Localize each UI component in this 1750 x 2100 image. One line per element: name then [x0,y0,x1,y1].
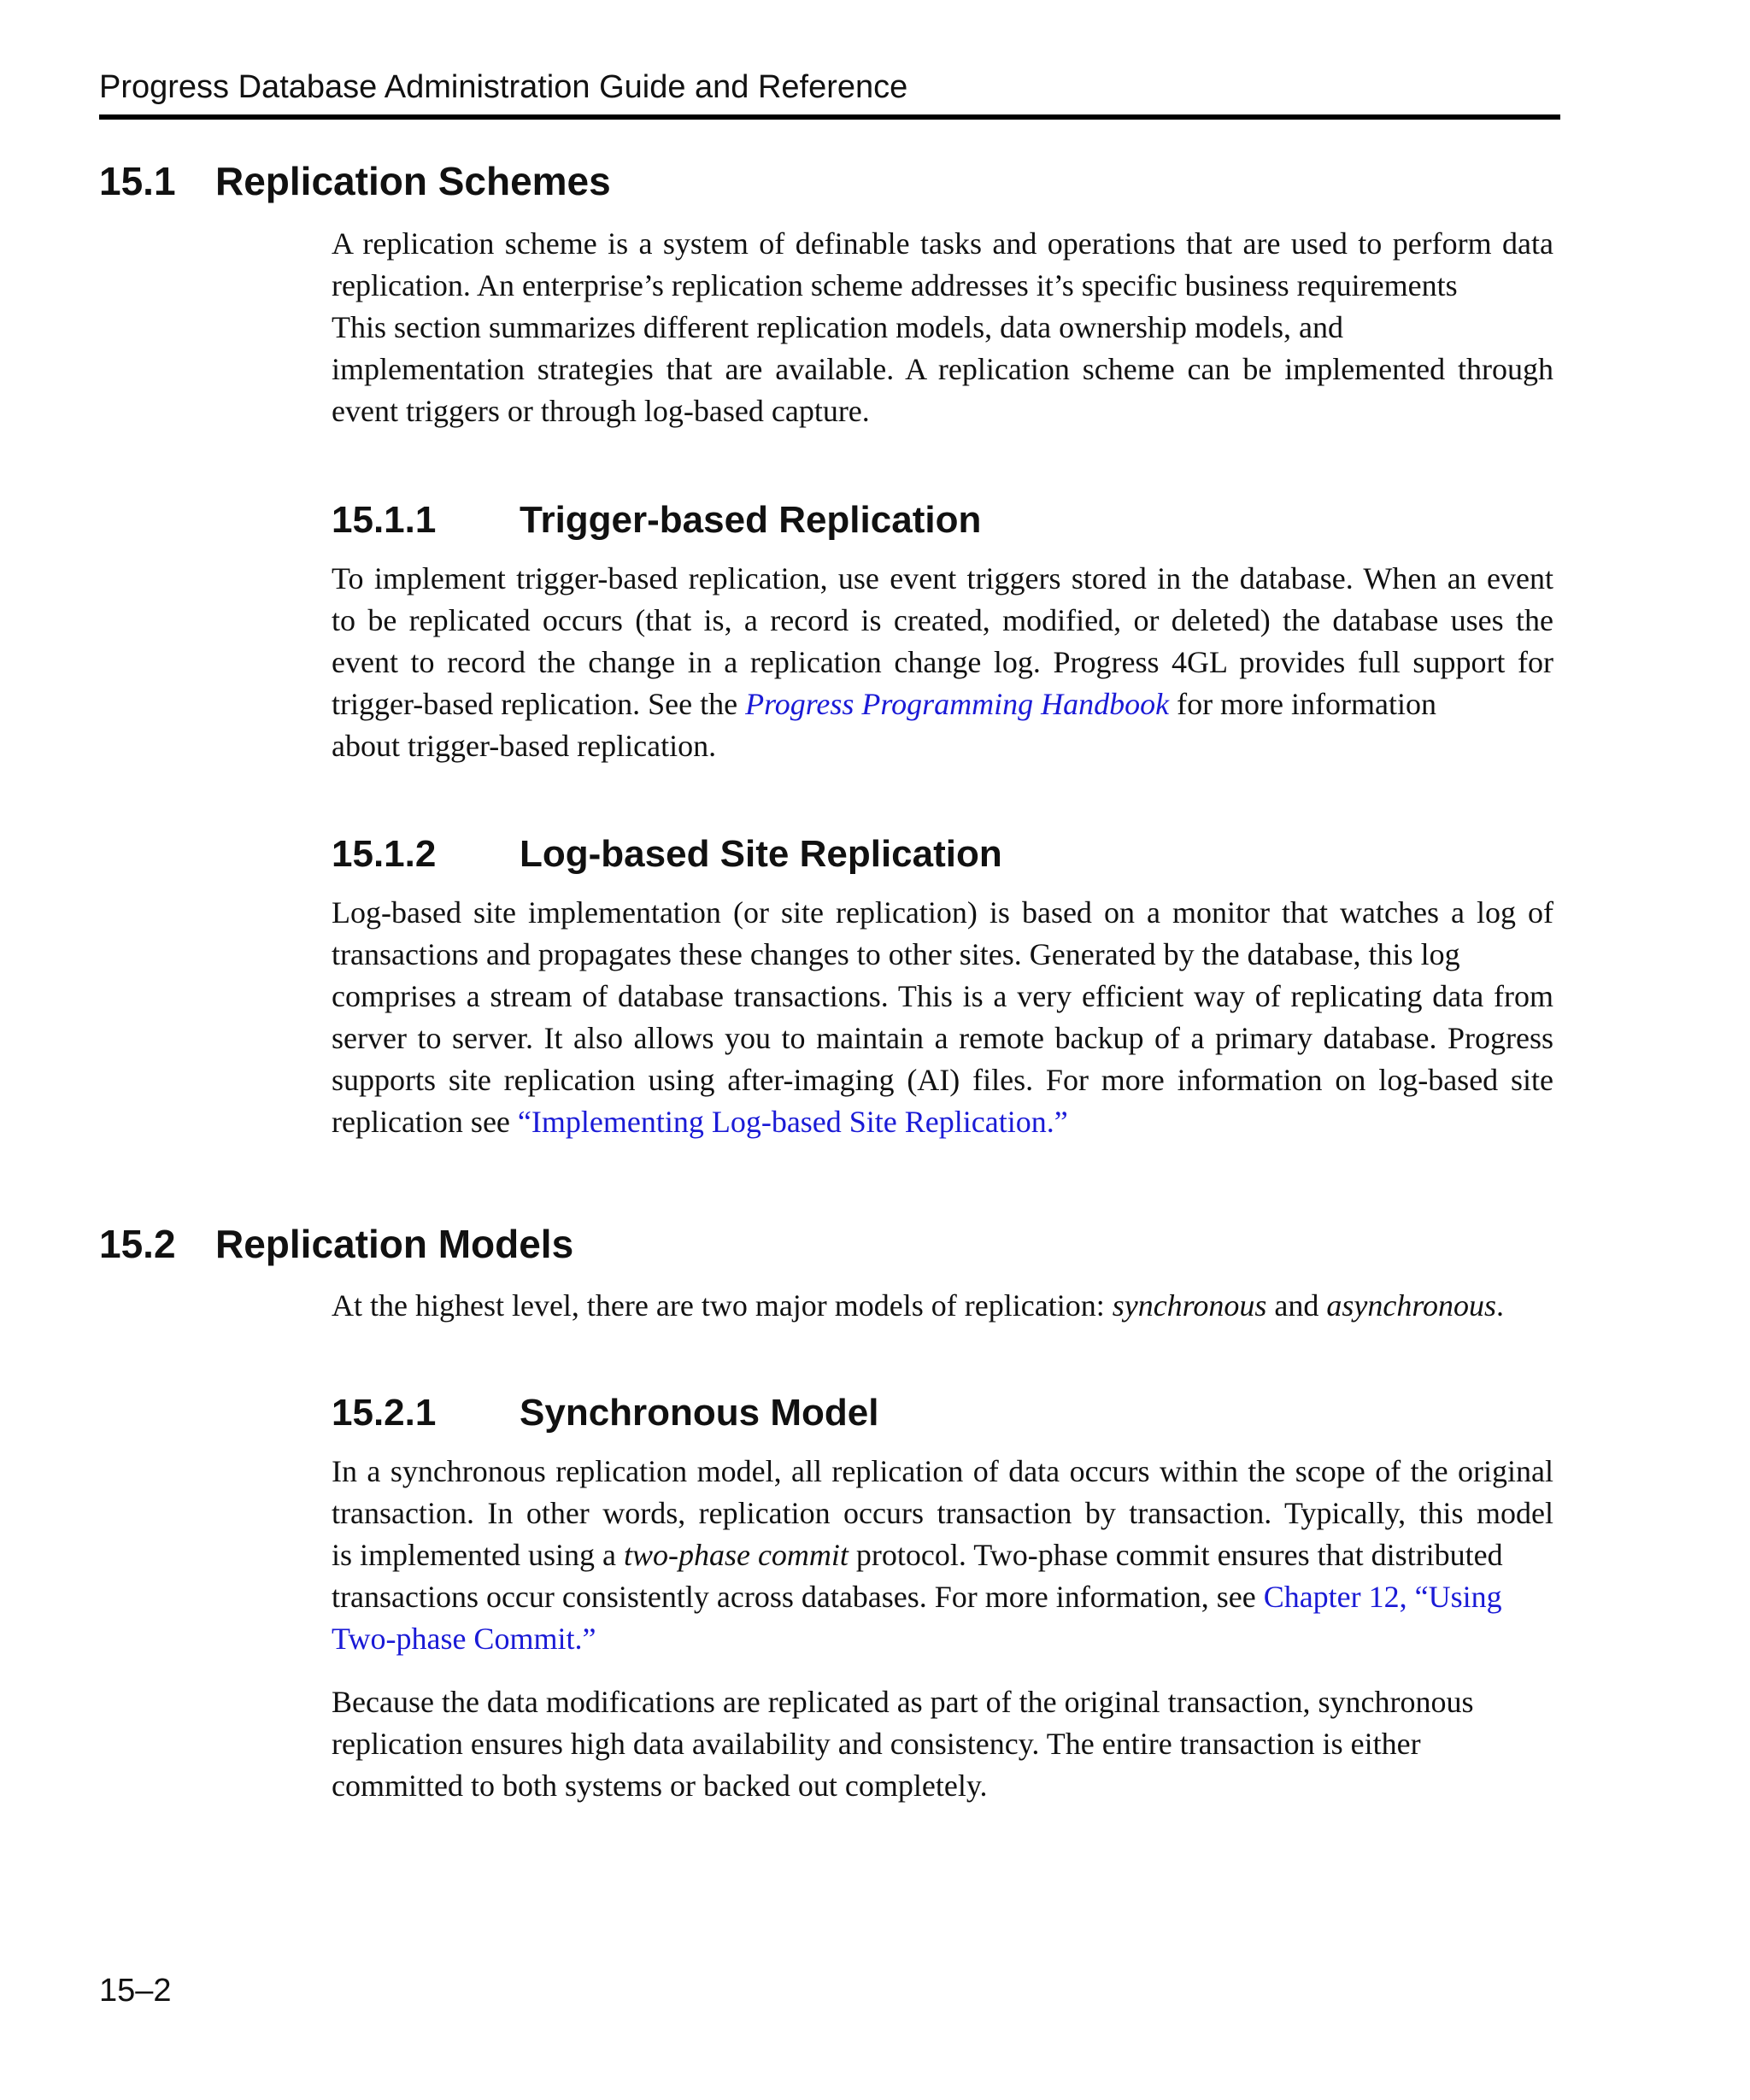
emphasis-asynchronous: asynchronous [1326,1288,1497,1323]
section-heading-15-2 [99,1220,573,1268]
section-heading-15-2-1 [332,1390,878,1436]
section-title: Synchronous Model [520,1392,879,1434]
chapter-12-link[interactable]: Chapter 12, “Using [1263,1580,1502,1614]
section-heading-15-1 [99,157,611,205]
text-line: In a synchronous replication model, all replication of data occurs within the scope of the original [332,1454,1553,1488]
text-fragment: and [1266,1288,1327,1323]
text-line: event to record the change in a replication change log. Progress 4GL provides full support for [332,645,1553,679]
paragraph-synchronous-model-1 [332,1451,1553,1660]
section-heading-15-1-2 [332,831,1002,877]
text-line [332,1618,1553,1660]
running-header: Progress Database Administration Guide and Reference [99,67,1560,120]
text-line: Because the data modifications are replicated as part of the original transaction, synchronous [332,1685,1474,1719]
paragraph-replication-models [332,1285,1553,1327]
text-line: to be replicated occurs (that is, a record is created, modified, or deleted) the database uses the [332,603,1553,637]
section-number: 15.1.2 [332,833,437,875]
text-line: replication ensures high data availability and consistency. The entire transaction is either [332,1727,1421,1761]
text-fragment: for more information [1169,687,1436,721]
section-number: 15.1.1 [332,499,437,541]
text-line: supports site replication using after-imaging (AI) files. For more information on log-based site [332,1063,1553,1097]
section-number: 15.2.1 [332,1392,437,1434]
page-number: 15–2 [99,1973,172,2009]
section-title: Replication Schemes [215,159,611,203]
section-heading-15-1-1 [332,497,981,543]
text-line [332,1285,1553,1327]
section-title: Log-based Site Replication [520,833,1002,875]
text-line: A replication scheme is a system of definable tasks and operations that are used to perform data [332,226,1553,261]
text-line: about trigger-based replication. [332,729,717,763]
text-line: implementation strategies that are available. A replication scheme can be implemented through [332,352,1553,386]
section-number: 15.2 [99,1222,176,1266]
text-fragment: transactions occur consistently across databases. For more information, see [332,1580,1264,1614]
text-line [332,1534,1553,1576]
text-line [332,1101,1553,1143]
section-number: 15.1 [99,159,176,203]
progress-programming-handbook-link[interactable]: Progress Programming Handbook [745,687,1170,721]
chapter-12-link-continued[interactable]: Two-phase Commit.” [332,1622,596,1656]
text-line: transaction. In other words, replication occurs transaction by transaction. Typically, this model [332,1496,1553,1530]
paragraph-log-based-site-replication [332,892,1553,1143]
text-fragment: protocol. Two-phase commit ensures that distributed [848,1538,1503,1572]
text-fragment: . [1496,1288,1505,1323]
text-fragment: trigger-based replication. See the [332,687,746,721]
text-line: Log-based site implementation (or site replication) is based on a monitor that watches a log of [332,895,1553,930]
text-line: server to server. It also allows you to maintain a remote backup of a primary database. Progress [332,1021,1553,1055]
section-title: Replication Models [215,1222,574,1266]
text-line [332,683,1553,725]
text-line: committed to both systems or backed out completely. [332,1769,988,1803]
paragraph-replication-schemes [332,223,1553,432]
text-line [332,1576,1553,1618]
text-line: transactions and propagates these changes to other sites. Generated by the database, this log [332,937,1460,971]
section-title: Trigger-based Replication [520,499,982,541]
emphasis-two-phase-commit: two-phase commit [623,1538,849,1572]
implementing-log-based-site-replication-link[interactable]: “Implementing Log-based Site Replication.” [517,1105,1068,1139]
text-fragment: is implemented using a [332,1538,624,1572]
text-line: replication. An enterprise’s replication scheme addresses it’s specific business requirements [332,268,1458,302]
text-line: To implement trigger-based replication, use event triggers stored in the database. When an event [332,561,1553,595]
text-line: comprises a stream of database transactions. This is a very efficient way of replicating data from [332,979,1553,1013]
text-line: This section summarizes different replication models, data ownership models, and [332,310,1344,344]
paragraph-trigger-based-replication [332,558,1553,767]
text-line: event triggers or through log-based capture. [332,394,870,428]
text-fragment: replication see [332,1105,518,1139]
text-fragment: At the highest level, there are two major models of replication: [332,1288,1113,1323]
emphasis-synchronous: synchronous [1112,1288,1267,1323]
paragraph-synchronous-model-2 [332,1681,1553,1807]
